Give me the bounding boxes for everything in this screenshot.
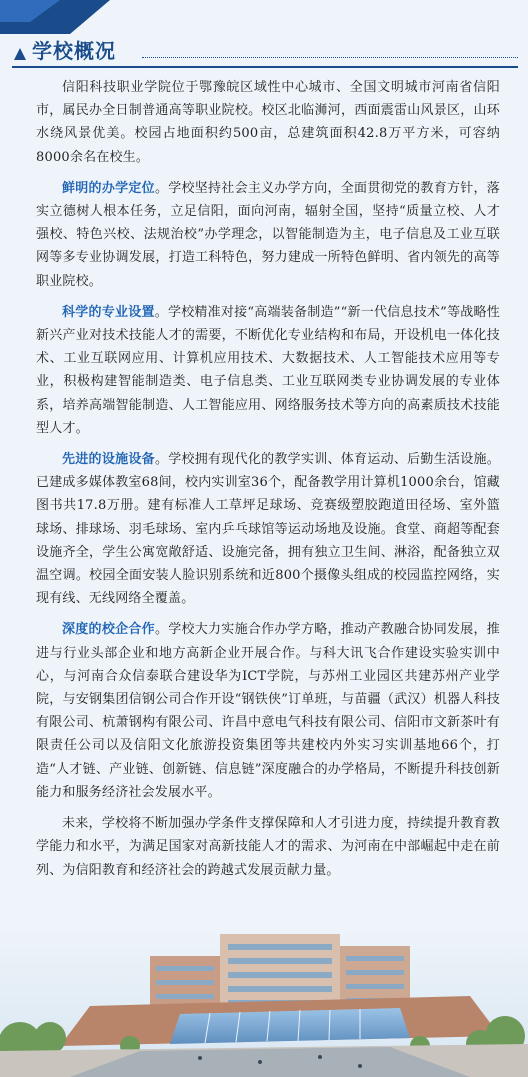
paragraph-lead: 科学的专业设置 <box>62 304 155 320</box>
article-body <box>36 76 500 890</box>
paragraph-cooperation: 深度的校企合作。学校大力实施合作办学方略，推动产教融合协同发展，推进与行业头部企业和地方高新企业开展合作。与科大讯飞合作建设实验实训中心，与河南合众信泰联合建设华为ICT学院，与苏州工业园区共建苏州产业学院，与安钢集团信钢公司合作开设“钢铁侠”订单班，与苗疆（武汉）机器人科技有限公司、杭萧钢构有限公司、许昌中意电气科技有限公司、信阳市文新茶叶有限责任公司以及信阳文化旅游投资集团等共建校内外实习实训基地66个，打造“人才链、产业链、创新链、信息链”深度融合的办学格局，不断提升科技创新能力和服务经济社会发展水平。 <box>36 622 501 800</box>
title-dotted-line <box>142 57 518 58</box>
paragraph-facilities: 先进的设施设备。学校拥有现代化的教学实训、体育运动、后勤生活设施。已建成多媒体教室68间，校内实训室36个，配备教学用计算机1000余台，馆藏图书共17.8万册。建有标准人工草坪足球场、竞赛级塑胶跑道田径场、室外篮球场、排球场、羽毛球场、室内乒乓球馆等运动场地及设施。食堂、商超等配套设施齐全，学生公寓宽敞舒适、设施完备，拥有独立卫生间、淋浴，配备独立双温空调。校园全面安装人脸识别系统和近800个摄像头组成的校园监控网络，实现有线、无线网络全覆盖。 <box>36 452 501 607</box>
triangle-icon <box>14 48 26 60</box>
corner-decoration <box>0 0 110 34</box>
paragraph-lead: 深度的校企合作 <box>62 622 155 638</box>
title-underline <box>12 66 518 68</box>
paragraph-majors: 科学的专业设置。学校精准对接“高端装备制造”“新一代信息技术”等战略性新兴产业对技术技能人才的需要，不断优化专业结构和布局，开设机电一体化技术、工业互联网应用、计算机应用技术、大数据技术、人工智能技术应用等专业，积极构建智能制造类、电子信息类、工业互联网类专业协调发展的专业体系，培养高端智能制造、人工智能应用、网络服务技术等方向的高素质技术技能型人才。 <box>36 304 500 436</box>
paragraph-intro: 信阳科技职业学院位于鄂豫皖区域性中心城市、全国文明城市河南省信阳市，属民办全日制普通高等职业院校。校区北临浉河，西面震雷山风景区，山环水绕风景优美。校园占地面积约500亩，总建筑面积42.8万平方米，可容纳8000余名在校生。 <box>36 80 500 165</box>
paragraph-positioning: 鲜明的办学定位。学校坚持社会主义办学方向，全面贯彻党的教育方针，落实立德树人根本任务，立足信阳，面向河南，辐射全国，坚持“质量立校、人才强校、特色兴校、法规治校”办学理念，以智能制造为主，电子信息及工业互联网等多专业协调发展，打造工科特色，努力建成一所特色鲜明、省内领先的高等职业院校。 <box>36 180 501 289</box>
campus-building-image <box>0 926 528 1077</box>
paragraph-future: 未来，学校将不断加强办学条件支撑保障和人才引进力度，持续提升教育教学能力和水平，为满足国家对高新技能人才的需求、为河南在中部崛起中走在前列、为信阳教育和经济社会的跨越式发展贡献力量。 <box>36 816 500 878</box>
page-title: 学校概况 <box>32 39 116 63</box>
section-header <box>12 38 518 68</box>
paragraph-lead: 先进的设施设备 <box>62 452 155 468</box>
paragraph-lead: 鲜明的办学定位 <box>62 180 155 196</box>
